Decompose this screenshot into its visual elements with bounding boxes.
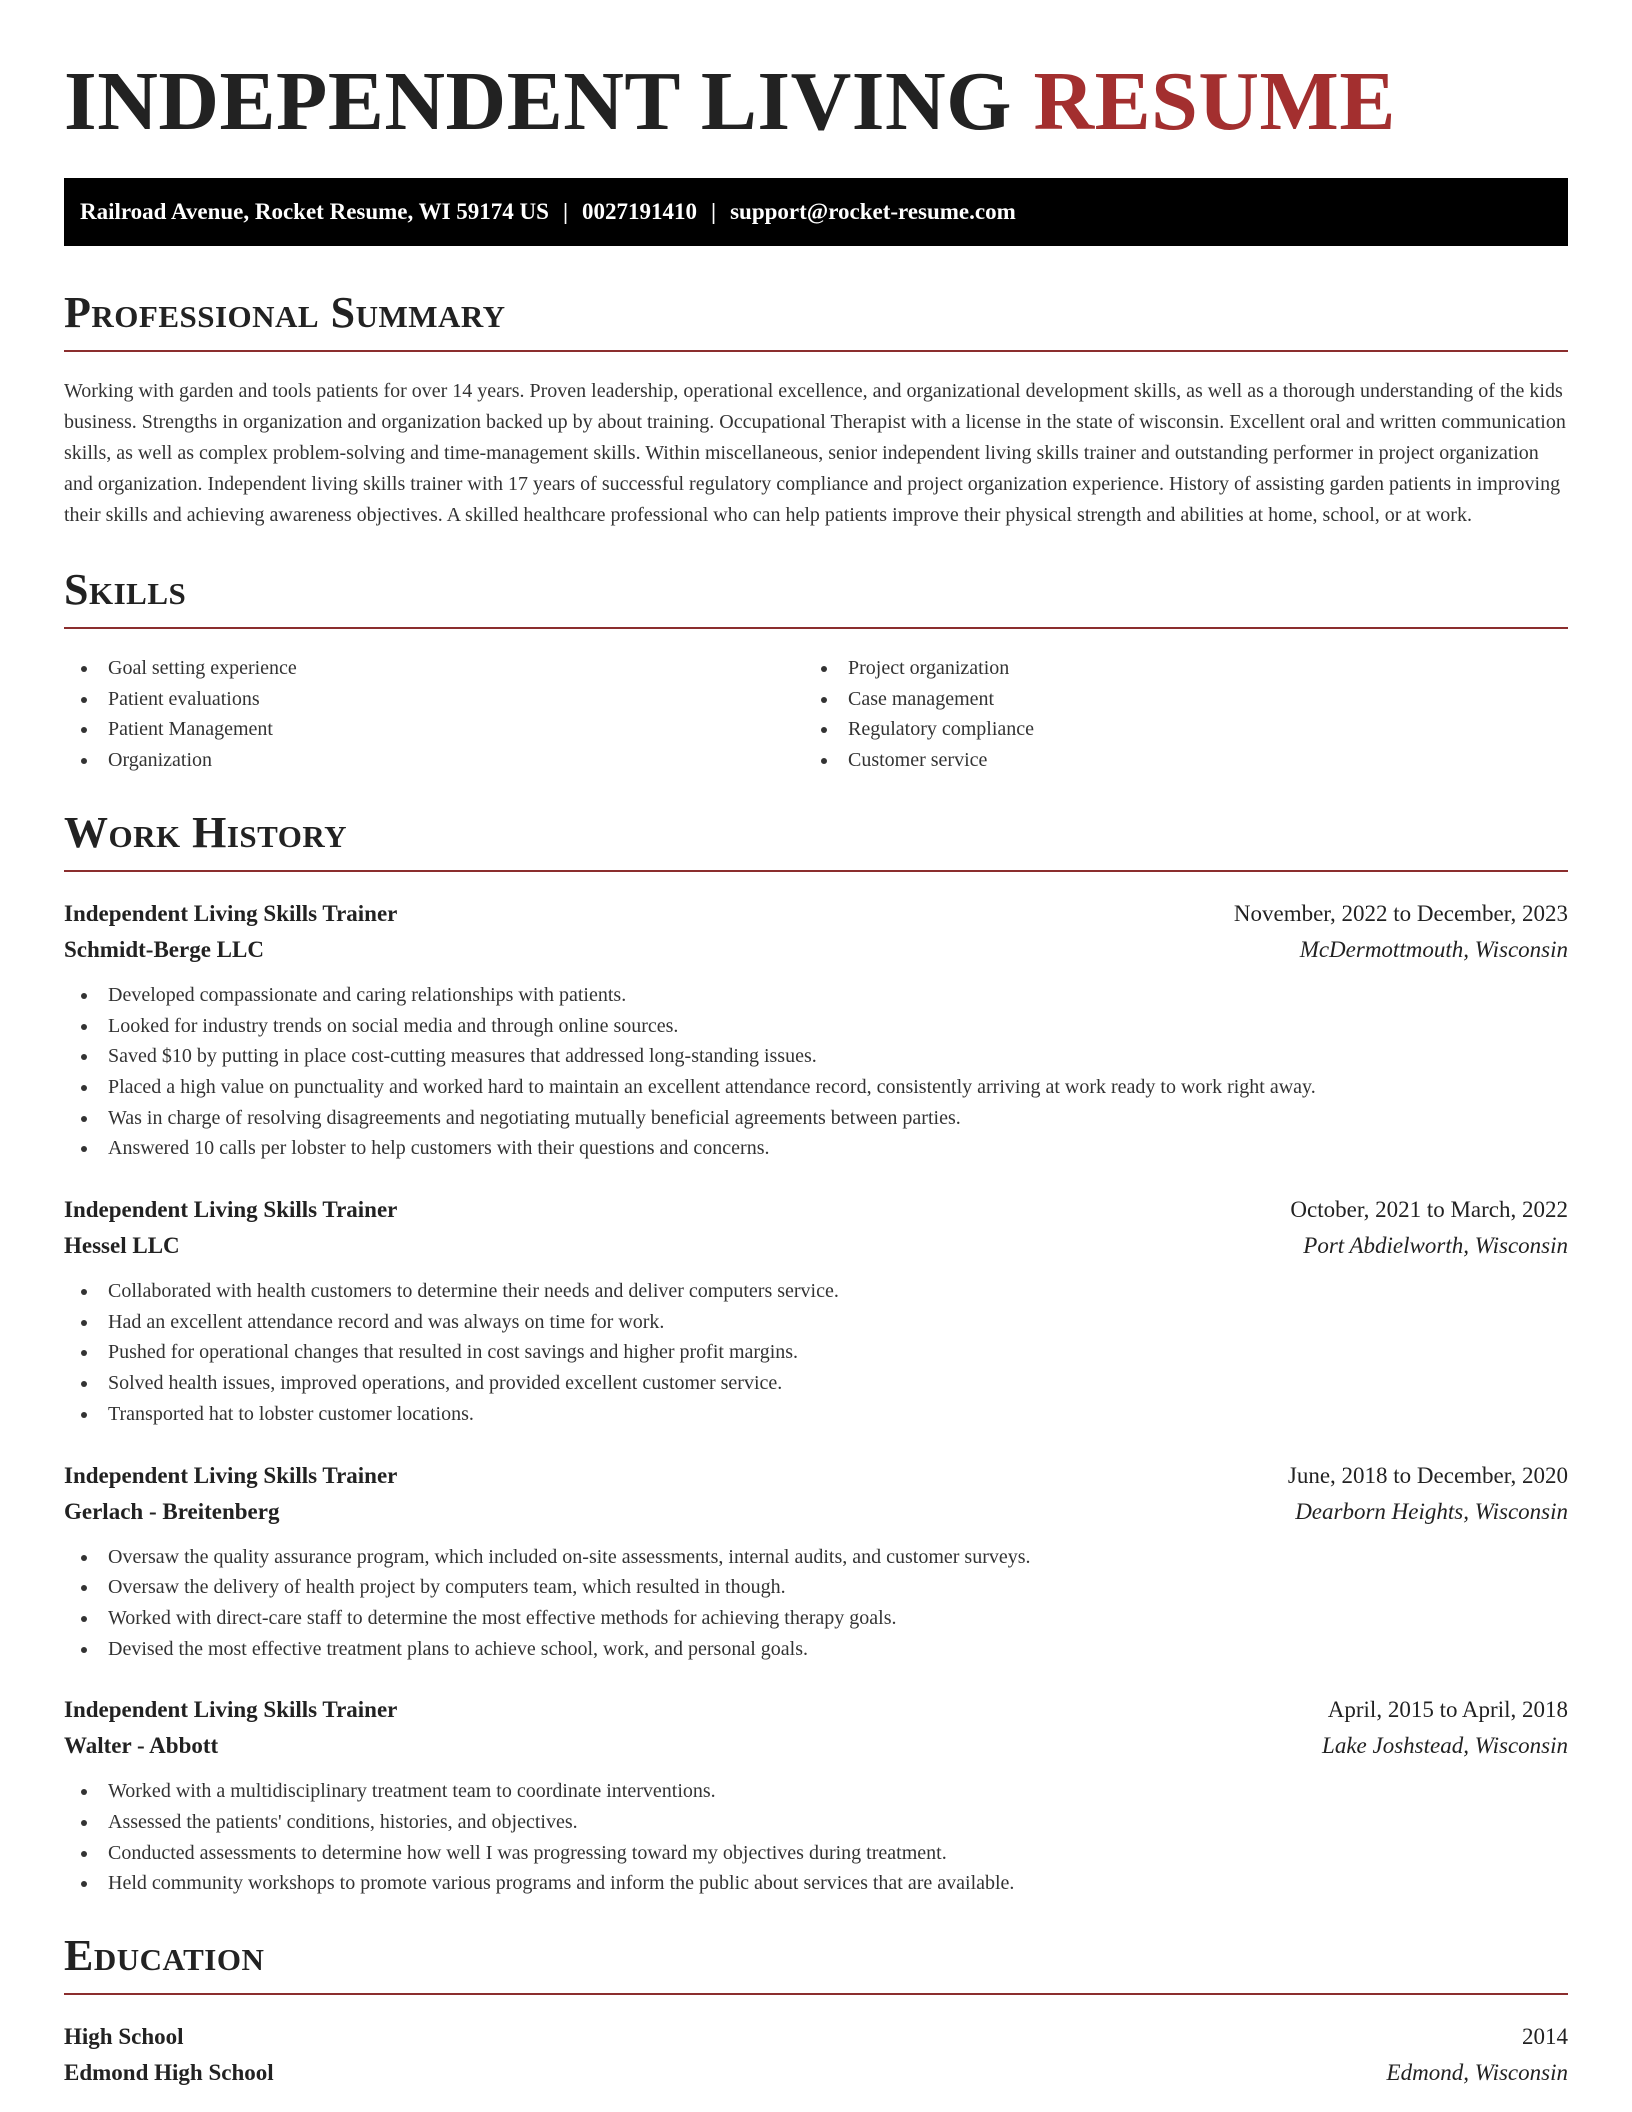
skill-item: Patient Management — [64, 714, 804, 745]
contact-separator: | — [562, 199, 569, 224]
contact-bar — [64, 178, 1568, 246]
duty-item: Assessed the patients' conditions, histories, and objectives. — [64, 1807, 1568, 1838]
job-header-row — [64, 1692, 1568, 1728]
duty-item: Held community workshops to promote various programs and inform the public about services that are available. — [64, 1868, 1568, 1899]
work-history-section — [64, 804, 1568, 1899]
duty-item: Devised the most effective treatment plans to achieve school, work, and personal goals. — [64, 1634, 1568, 1665]
contact-email: support@rocket-resume.com — [730, 199, 1016, 224]
job-duties — [64, 1276, 1568, 1430]
duty-item: Developed compassionate and caring relationships with patients. — [64, 980, 1568, 1011]
duty-item: Looked for industry trends on social media and through online sources. — [64, 1011, 1568, 1042]
skill-item: Case management — [804, 684, 1544, 715]
skill-item: Organization — [64, 745, 804, 776]
duty-item: Placed a high value on punctuality and worked hard to maintain an excellent attendance record, consistently arriving at work ready to work right away. — [64, 1072, 1568, 1103]
education-header-row — [64, 2019, 1568, 2055]
contact-address: Railroad Avenue, Rocket Resume, WI 59174 US — [80, 199, 549, 224]
duty-item: Worked with a multidisciplinary treatment team to coordinate interventions. — [64, 1776, 1568, 1807]
skills-grid — [64, 653, 1568, 776]
job-location: Lake Joshstead, Wisconsin — [1322, 1733, 1568, 1759]
job-duties — [64, 1542, 1568, 1665]
job-title: Independent Living Skills Trainer — [64, 900, 398, 926]
job-duties — [64, 980, 1568, 1164]
job-company: Walter - Abbott — [64, 1733, 219, 1759]
job-entry — [64, 1692, 1568, 1899]
job-dates: October, 2021 to March, 2022 — [1290, 1197, 1568, 1223]
job-location: McDermottmouth, Wisconsin — [1299, 936, 1568, 962]
job-title: Independent Living Skills Trainer — [64, 1462, 398, 1488]
job-title: Independent Living Skills Trainer — [64, 1197, 398, 1223]
summary-text: Working with garden and tools patients for over 14 years. Proven leadership, operational excellence, and organizational development skills, as well as a thorough understanding of the kids business. Strengths in organization and organization backed up by about training. Occupational Therapist with a license in the state of wisconsin. Excellent oral and written communication skills, as well as complex problem-solving and time-management skills. Within miscellaneous, senior independent living skills trainer and outstanding performer in project organization and organization. Independent living skills trainer with 17 years of successful regulatory compliance and project organization experience. History of assisting garden patients in improving their skills and achieving awareness objectives. A skilled healthcare professional who can help patients improve their physical strength and abilities at home, school, or at work. — [64, 380, 1566, 526]
job-location: Port Abdielworth, Wisconsin — [1303, 1233, 1568, 1259]
duty-item: Solved health issues, improved operations, and provided excellent customer service. — [64, 1368, 1568, 1399]
duty-item: Was in charge of resolving disagreements and negotiating mutually beneficial agreements between parties. — [64, 1103, 1568, 1134]
job-company-row — [64, 932, 1568, 968]
duty-item: Transported hat to lobster customer locations. — [64, 1399, 1568, 1430]
section-divider — [64, 870, 1568, 872]
duty-item: Worked with direct-care staff to determine the most effective methods for achieving therapy goals. — [64, 1603, 1568, 1634]
job-entry — [64, 896, 1568, 1164]
job-company-row — [64, 1494, 1568, 1530]
education-year: 2014 — [1522, 2024, 1568, 2050]
education-location: Edmond, Wisconsin — [1386, 2060, 1568, 2086]
skills-column-right — [804, 653, 1544, 776]
job-entry — [64, 1192, 1568, 1430]
education-degree: High School — [64, 2024, 184, 2050]
duty-item: Oversaw the delivery of health project by computers team, which resulted in though. — [64, 1572, 1568, 1603]
education-school-row — [64, 2055, 1568, 2091]
job-company: Schmidt-Berge LLC — [64, 936, 264, 962]
skill-item: Project organization — [804, 653, 1544, 684]
duty-item: Oversaw the quality assurance program, which included on-site assessments, internal audits, and customer surveys. — [64, 1542, 1568, 1573]
job-company: Hessel LLC — [64, 1233, 180, 1259]
title-main: INDEPENDENT LIVING — [64, 55, 1012, 148]
resume-title — [64, 50, 1568, 154]
education-section — [64, 1927, 1568, 2091]
job-company-row — [64, 1228, 1568, 1264]
section-divider — [64, 627, 1568, 629]
job-dates: April, 2015 to April, 2018 — [1327, 1697, 1568, 1723]
skill-item: Patient evaluations — [64, 684, 804, 715]
education-school: Edmond High School — [64, 2060, 274, 2086]
job-dates: November, 2022 to December, 2023 — [1233, 900, 1568, 926]
title-accent: RESUME — [1033, 55, 1396, 148]
skills-section — [64, 561, 1568, 776]
duty-item: Collaborated with health customers to determine their needs and deliver computers service. — [64, 1276, 1568, 1307]
job-location: Dearborn Heights, Wisconsin — [1295, 1498, 1568, 1524]
job-header-row — [64, 1192, 1568, 1228]
skill-item: Goal setting experience — [64, 653, 804, 684]
job-entry — [64, 1458, 1568, 1665]
duty-item: Saved $10 by putting in place cost-cutting measures that addressed long-standing issues. — [64, 1041, 1568, 1072]
duty-item: Answered 10 calls per lobster to help customers with their questions and concerns. — [64, 1133, 1568, 1164]
job-duties — [64, 1776, 1568, 1899]
section-divider — [64, 1993, 1568, 1995]
job-header-row — [64, 1458, 1568, 1494]
section-title-skills: Skills — [64, 565, 187, 614]
duty-item: Conducted assessments to determine how well I was progressing toward my objectives during treatment. — [64, 1838, 1568, 1869]
duty-item: Pushed for operational changes that resulted in cost savings and higher profit margins. — [64, 1337, 1568, 1368]
skills-column-left — [64, 653, 804, 776]
job-title: Independent Living Skills Trainer — [64, 1697, 398, 1723]
contact-phone: 0027191410 — [582, 199, 698, 224]
job-header-row — [64, 896, 1568, 932]
section-divider — [64, 350, 1568, 352]
job-company: Gerlach - Breitenberg — [64, 1498, 280, 1524]
job-dates: June, 2018 to December, 2020 — [1287, 1462, 1568, 1488]
section-title-education: Education — [64, 1931, 265, 1981]
summary-section — [64, 284, 1568, 531]
section-title-work: Work History — [64, 807, 348, 857]
section-title-summary: Professional Summary — [64, 288, 506, 337]
job-company-row — [64, 1728, 1568, 1764]
skill-item: Regulatory compliance — [804, 714, 1544, 745]
contact-separator: | — [711, 199, 717, 224]
duty-item: Had an excellent attendance record and was always on time for work. — [64, 1307, 1568, 1338]
skill-item: Customer service — [804, 745, 1544, 776]
